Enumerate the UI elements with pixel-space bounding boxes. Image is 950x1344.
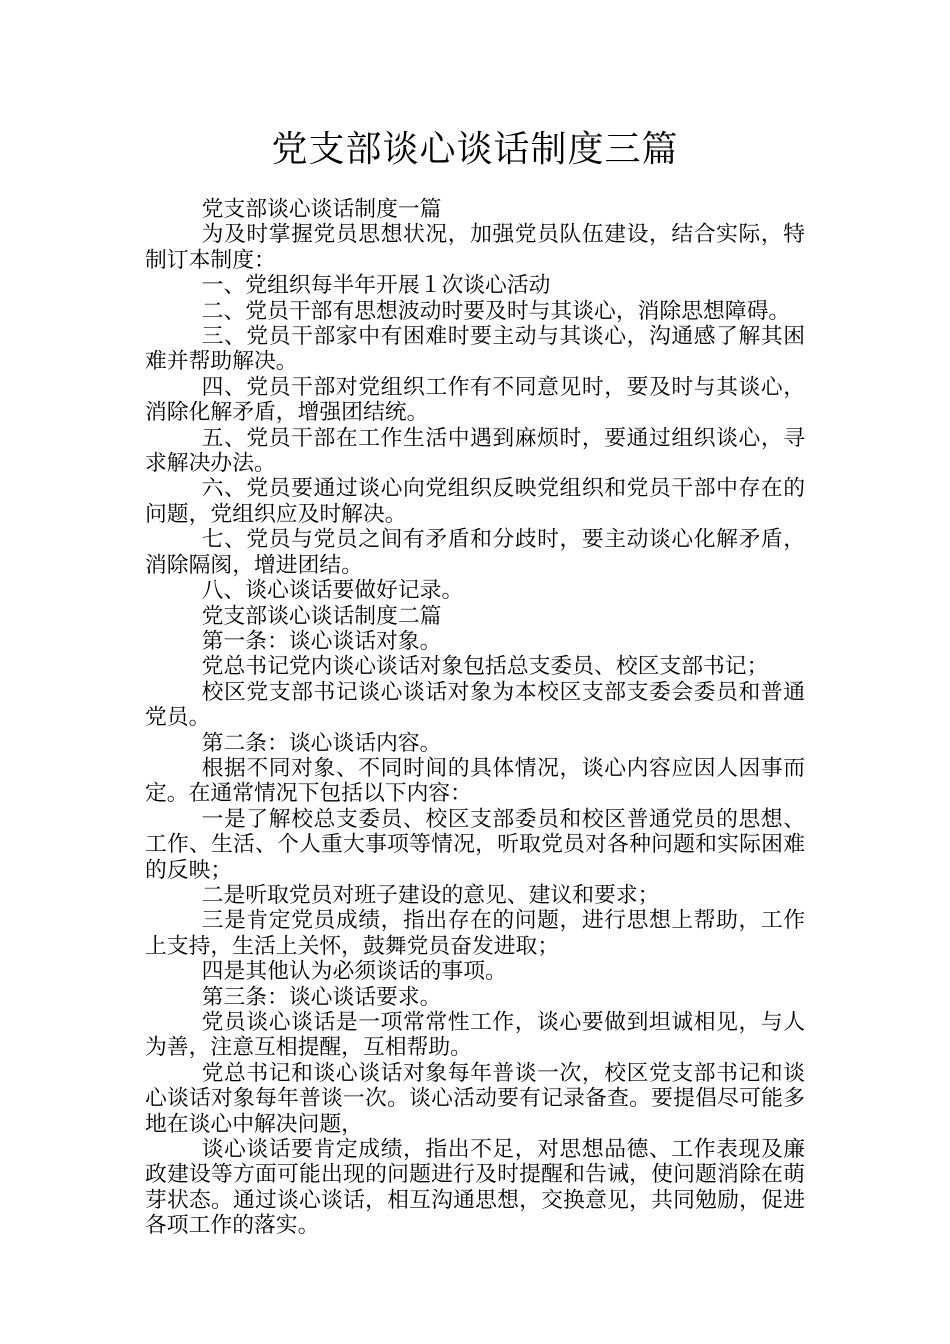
paragraph: 六、党员要通过谈心向党组织反映党组织和党员干部中存在的问题，党组织应及时解决。 — [145, 476, 805, 527]
paragraph: 校区党支部书记谈心谈话对象为本校区支部支委会委员和普通党员。 — [145, 679, 805, 731]
paragraph: 二、党员干部有思想波动时要及时与其谈心，消除思想障碍。 — [201, 298, 791, 324]
paragraph: 第三条：谈心谈话要求。 — [201, 984, 442, 1010]
paragraph: 党支部谈心谈话制度二篇 — [201, 603, 442, 629]
paragraph: 四是其他认为必须谈话的事项。 — [201, 959, 507, 985]
paragraph: 四、党员干部对党组织工作有不同意见时，要及时与其谈心，消除化解矛盾，增强团结统。 — [145, 374, 805, 426]
paragraph: 第一条：谈心谈话对象。 — [201, 628, 442, 654]
paragraph: 第二条：谈心谈话内容。 — [201, 730, 442, 756]
paragraph: 为及时掌握党员思想状况，加强党员队伍建设，结合实际，特制订本制度： — [145, 222, 805, 273]
paragraph: 一、党组织每半年开展１次谈心活动 — [201, 273, 551, 299]
document-body — [145, 197, 805, 1239]
paragraph: 一是了解校总支委员、校区支部委员和校区普通党员的思想、工作、生活、个人重大事项等情况，听取党员对各种问题和实际困难的反映； — [145, 806, 805, 883]
paragraph: 党总书记党内谈心谈话对象包括总支委员、校区支部书记； — [201, 654, 769, 680]
paragraph: 党支部谈心谈话制度一篇 — [201, 197, 442, 222]
paragraph: 七、党员与党员之间有矛盾和分歧时，要主动谈心化解矛盾，消除隔阂，增进团结。 — [145, 527, 805, 578]
paragraph: 八、谈心谈话要做好记录。 — [201, 578, 464, 604]
paragraph: 根据不同对象、不同时间的具体情况，谈心内容应因人因事而定。在通常情况下包括以下内容： — [145, 755, 805, 807]
paragraph: 三、党员干部家中有困难时要主动与其谈心，沟通感了解其困难并帮助解决。 — [145, 324, 805, 375]
document-title: 党支部谈心谈话制度三篇 — [271, 129, 679, 170]
paragraph: 党总书记和谈心谈话对象每年普谈一次，校区党支部书记和谈心谈话对象每年普谈一次。谈心活动要有记录备查。要提倡尽可能多地在谈心中解决问题， — [145, 1060, 805, 1137]
paragraph: 二是听取党员对班子建设的意见、建议和要求； — [201, 882, 660, 908]
paragraph: 三是肯定党员成绩，指出存在的问题，进行思想上帮助，工作上支持，生活上关怀，鼓舞党员奋发进取； — [145, 908, 805, 959]
paragraph: 谈心谈话要肯定成绩，指出不足，对思想品德、工作表现及廉政建设等方面可能出现的问题进行及时提醒和告诫，使问题消除在萌芽状态。通过谈心谈话，相互沟通思想，交换意见，共同勉励，促进各项工作的落实。 — [145, 1137, 805, 1239]
paragraph: 五、党员干部在工作生活中遇到麻烦时，要通过组织谈心，寻求解决办法。 — [145, 425, 805, 477]
paragraph: 党员谈心谈话是一项常常性工作，谈心要做到坦诚相见，与人为善，注意互相提醒，互相帮助。 — [145, 1010, 805, 1061]
